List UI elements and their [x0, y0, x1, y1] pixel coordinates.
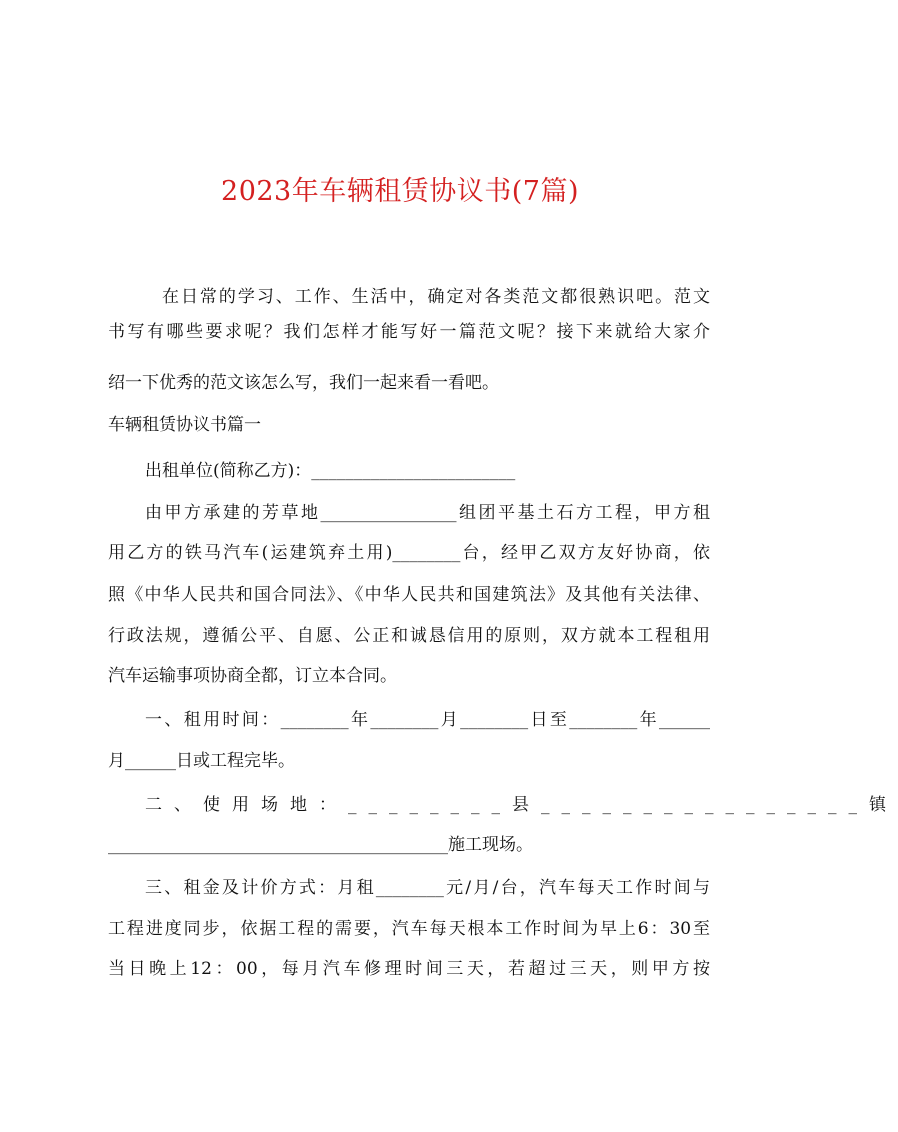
para-1-line-5: 汽车运输事项协商全都，订立本合同。 [108, 666, 397, 686]
intro-line-3: 绍一下优秀的范文该怎么写，我们一起来看一看吧。 [108, 373, 499, 393]
rent-line-2: 工程进度同步，依据工程的需要，汽车每天根本工作时间为早上6：30至 [108, 919, 710, 939]
rental-period-line-2: 月______日或工程完毕。 [108, 751, 295, 771]
site-line-2: ________________________________________施工现场。 [108, 835, 533, 855]
intro-line-2: 书写有哪些要求呢？我们怎样才能写好一篇范文呢？接下来就给大家介 [108, 322, 710, 342]
document-title: 2023年车辆租赁协议书(7篇) [221, 176, 579, 207]
para-1-line-3: 照《中华人民共和国合同法》、《中华人民共和国建筑法》及其他有关法律、 [108, 585, 710, 605]
rent-line-1: 三、租金及计价方式：月租________元/月/台，汽车每天工作时间与 [145, 878, 710, 898]
para-1-line-1: 由甲方承建的芳草地________________组团平基土石方工程，甲方租 [145, 503, 710, 523]
lessor-line: 出租单位(简称乙方)：________________________ [145, 461, 516, 481]
para-1-line-2: 用乙方的铁马汽车(运建筑弃土用)________台，经甲乙双方友好协商，依 [108, 543, 710, 563]
section-heading: 车辆租赁协议书篇一 [108, 415, 261, 435]
para-1-line-4: 行政法规，遵循公平、自愿、公正和诚恳信用的原则，双方就本工程租用 [108, 626, 710, 646]
rent-line-3: 当日晚上12：00，每月汽车修理时间三天，若超过三天，则甲方按 [108, 959, 710, 979]
site-line-1: 二、使用场地：________县________________镇 [145, 795, 898, 815]
rental-period-line-1: 一、租用时间：________年________月________日至________年______ [145, 710, 710, 730]
intro-line-1: 在日常的学习、工作、生活中，确定对各类范文都很熟识吧。范文 [162, 287, 710, 307]
